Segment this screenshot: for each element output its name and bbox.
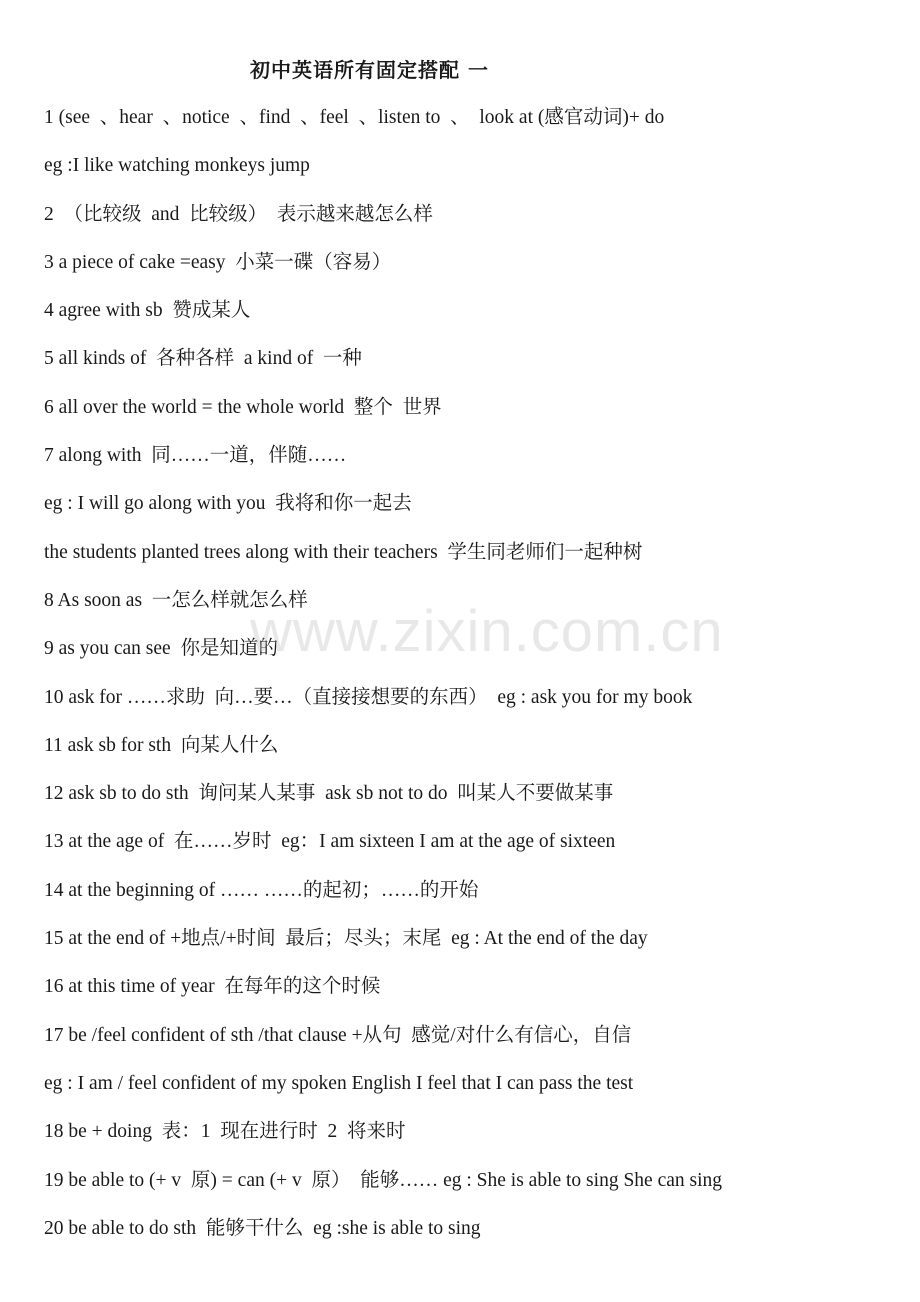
phrase-line: 10 ask for ……求助 向…要…（直接接想要的东西） eg : ask you for my book [44, 686, 693, 708]
document-title: 初中英语所有固定搭配 一 [250, 58, 489, 82]
phrase-line: 3 a piece of cake =easy 小菜一碟（容易） [44, 251, 392, 273]
phrase-line: 2 （比较级 and 比较级） 表示越来越怎么样 [44, 203, 433, 225]
phrase-line: 11 ask sb for sth 向某人什么 [44, 734, 279, 756]
phrase-line: 20 be able to do sth 能够干什么 eg :she is able to sing [44, 1217, 481, 1239]
phrase-line: 14 at the beginning of …… ……的起初；……的开始 [44, 879, 479, 901]
phrase-line: 15 at the end of +地点/+时间 最后；尽头；末尾 eg : At the end of the day [44, 928, 648, 950]
phrase-line: 5 all kinds of 各种各样 a kind of 一种 [44, 348, 362, 370]
phrase-line: 12 ask sb to do sth 询问某人某事 ask sb not to do 叫某人不要做某事 [44, 783, 614, 805]
phrase-line: 1 (see 、hear 、notice 、find 、feel 、listen to 、 look at (感官动词)+ do [44, 107, 665, 128]
phrase-line: 6 all over the world = the whole world 整个 世界 [44, 396, 442, 418]
phrase-line: 8 As soon as 一怎么样就怎么样 [44, 589, 308, 611]
phrase-line: the students planted trees along with their teachers 学生同老师们一起种树 [44, 541, 643, 563]
phrase-line: 18 be + doing 表：1 现在进行时 2 将来时 [44, 1121, 406, 1143]
phrase-list [44, 102, 904, 1261]
phrase-line: 17 be /feel confident of sth /that clause +从句 感觉/对什么有信心，自信 [44, 1024, 632, 1046]
phrase-line: eg : I am / feel confident of my spoken English I feel that I can pass the test [44, 1072, 634, 1094]
phrase-line: 4 agree with sb 赞成某人 [44, 300, 251, 322]
phrase-line: 19 be able to (+ v 原) = can (+ v 原） 能够…… eg : She is able to sing She can sing [44, 1169, 723, 1191]
phrase-line: 7 along with 同……一道，伴随…… [44, 445, 347, 467]
phrase-line: 9 as you can see 你是知道的 [44, 638, 278, 660]
phrase-line: eg : I will go along with you 我将和你一起去 [44, 493, 412, 515]
watermark: www.zixin.com.cn [250, 599, 724, 664]
phrase-line: 13 at the age of 在……岁时 eg：I am sixteen I am at the age of sixteen [44, 831, 616, 853]
phrase-line: 16 at this time of year 在每年的这个时候 [44, 976, 381, 998]
phrase-line: eg :I like watching monkeys jump [44, 155, 310, 177]
